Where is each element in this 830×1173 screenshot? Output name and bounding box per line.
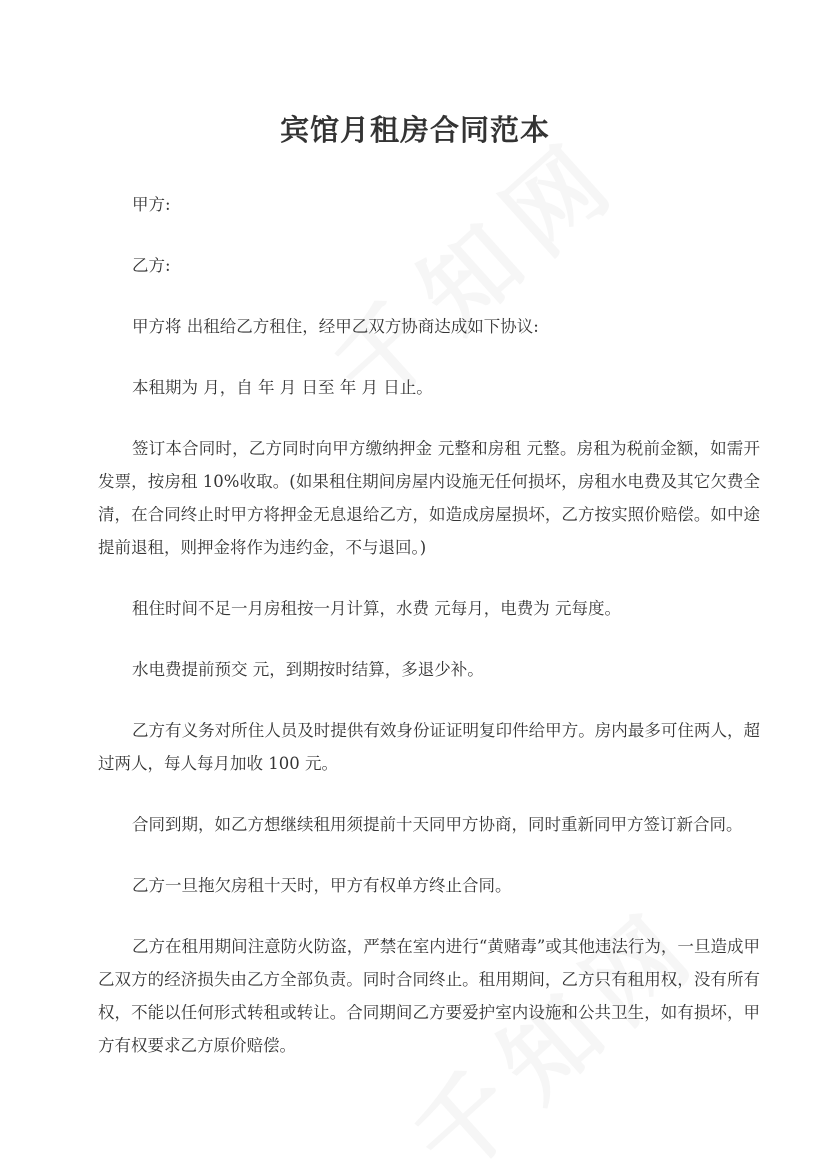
safety-liability-clause: 乙方在租用期间注意防火防盗，严禁在室内进行“黄赌毒”或其他违法行为，一旦造成甲乙双方的经济损失由乙方全部负责。同时合同终止。租用期间，乙方只有租用权，没有所有权，不能以任何形式转租或转让。合同期间乙方要爱护室内设施和公共卫生，如有损坏，甲方有权要求乙方原价赔偿。 bbox=[98, 937, 760, 1055]
lease-term-clause: 本租期为 月，自 年 月 日至 年 月 日止。 bbox=[132, 378, 433, 397]
occupant-id-clause: 乙方有义务对所住人员及时提供有效身份证证明复印件给甲方。房内最多可住两人，超过两人，每人每月加收 100 元。 bbox=[98, 721, 760, 773]
document-body bbox=[98, 188, 760, 1090]
renewal-clause: 合同到期，如乙方想继续租用须提前十天同甲方协商，同时重新同甲方签订新合同。 bbox=[132, 815, 743, 834]
arrears-termination-clause: 乙方一旦拖欠房租十天时，甲方有权单方终止合同。 bbox=[132, 876, 512, 895]
party-a-line: 甲方: bbox=[132, 195, 171, 214]
deposit-clause: 签订本合同时，乙方同时向甲方缴纳押金 元整和房租 元整。房租为税前金额，如需开发票，按房租 10%收取。(如果租住期间房屋内设施无任何损坏，房租水电费及其它欠费全清，在合同终止时甲方将押金无息退给乙方，如造成房屋损坏，乙方按实照价赔偿。如中途提前退租，则押金将作为违约金，不与退回。) bbox=[98, 439, 760, 557]
agreement-intro: 甲方将 出租给乙方租住，经甲乙双方协商达成如下协议: bbox=[132, 317, 539, 336]
utility-rate-clause: 租住时间不足一月房租按一月计算，水费 元每月，电费为 元每度。 bbox=[132, 599, 621, 618]
party-b-line: 乙方: bbox=[132, 256, 171, 275]
document-title: 宾馆月租房合同范本 bbox=[279, 113, 550, 147]
utility-prepay-clause: 水电费提前预交 元，到期按时结算，多退少补。 bbox=[132, 660, 484, 679]
